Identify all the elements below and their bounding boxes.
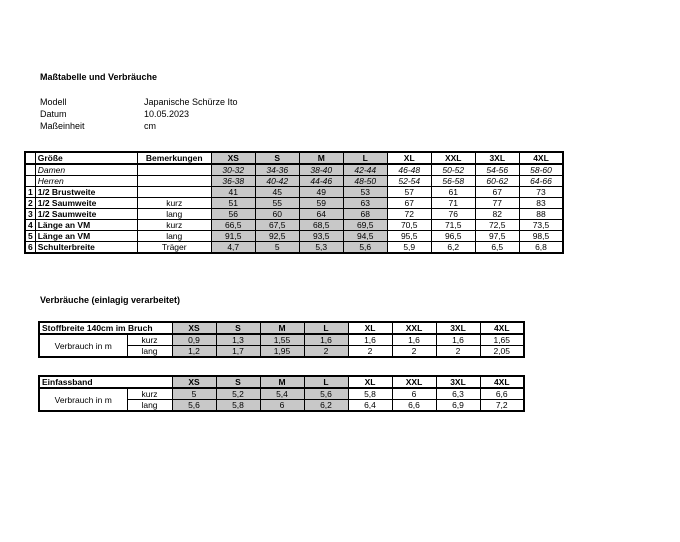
value-cell: 5 [172, 388, 216, 400]
value-cell: 54-56 [475, 164, 519, 176]
table-row [39, 334, 524, 346]
size-table [24, 151, 564, 254]
value-cell: 82 [475, 209, 519, 220]
value-cell: 0,9 [172, 334, 216, 346]
table-row [25, 242, 563, 254]
row-number [25, 164, 35, 176]
remark-cell [137, 164, 211, 176]
value-cell: 38-40 [299, 164, 343, 176]
remark-cell: lang [127, 346, 172, 358]
value-cell: 70,5 [387, 220, 431, 231]
table-row [25, 164, 563, 176]
value-cell: 60 [255, 209, 299, 220]
consumption-title-cell: Einfassband [39, 376, 172, 388]
value-cell: 5,8 [216, 400, 260, 412]
value-cell: 1,6 [348, 334, 392, 346]
value-cell: 64-66 [519, 176, 563, 187]
binding-consumption-table [38, 375, 525, 412]
value-cell: 1,6 [436, 334, 480, 346]
remark-cell: Träger [137, 242, 211, 254]
value-cell: 42-44 [343, 164, 387, 176]
remark-cell [137, 187, 211, 198]
value-cell: 93,5 [299, 231, 343, 242]
remark-cell: lang [127, 400, 172, 412]
remark-cell: kurz [137, 198, 211, 209]
size-column-header: XL [348, 376, 392, 388]
size-column-header: L [304, 376, 348, 388]
value-cell: 66,5 [211, 220, 255, 231]
value-cell: 56 [211, 209, 255, 220]
value-cell: 55 [255, 198, 299, 209]
value-cell: 1,6 [304, 334, 348, 346]
meta-row [40, 108, 238, 120]
value-cell: 72 [387, 209, 431, 220]
model-meta [40, 96, 238, 132]
measurement-label: Länge an VM [35, 220, 137, 231]
value-cell: 68,5 [299, 220, 343, 231]
value-cell: 2 [348, 346, 392, 358]
consumption-title-cell: Stoffbreite 140cm im Bruch [39, 322, 172, 334]
meta-value: Japanische Schürze Ito [144, 97, 238, 107]
value-cell: 5,2 [216, 388, 260, 400]
size-column-header: 4XL [480, 376, 524, 388]
table-row [39, 388, 524, 400]
value-cell: 1,2 [172, 346, 216, 358]
value-cell: 61 [431, 187, 475, 198]
remark-cell: kurz [137, 220, 211, 231]
meta-label: Maßeinheit [40, 121, 85, 131]
value-cell: 1,95 [260, 346, 304, 358]
size-column-header: XXL [392, 322, 436, 334]
size-column-header: S [216, 322, 260, 334]
size-column-header: 4XL [519, 152, 563, 164]
value-cell: 6 [392, 388, 436, 400]
table-row [25, 198, 563, 209]
consumption-label: Verbrauch in m [39, 388, 127, 411]
size-header: Größe [35, 152, 137, 164]
size-column-header: 3XL [436, 322, 480, 334]
row-number: 1 [25, 187, 35, 198]
size-column-header: M [260, 376, 304, 388]
value-cell: 46-48 [387, 164, 431, 176]
value-cell: 5,3 [299, 242, 343, 254]
value-cell: 2 [436, 346, 480, 358]
row-number-header [25, 152, 35, 164]
value-cell: 91,5 [211, 231, 255, 242]
remark-cell: lang [137, 231, 211, 242]
value-cell: 92,5 [255, 231, 299, 242]
measurement-label: 1/2 Saumweite [35, 209, 137, 220]
value-cell: 68 [343, 209, 387, 220]
value-cell: 71,5 [431, 220, 475, 231]
value-cell: 4,7 [211, 242, 255, 254]
value-cell: 2,05 [480, 346, 524, 358]
size-column-header: XXL [392, 376, 436, 388]
row-number [25, 176, 35, 187]
value-cell: 34-36 [255, 164, 299, 176]
header-row [39, 376, 524, 388]
meta-label: Datum [40, 109, 67, 119]
value-cell: 96,5 [431, 231, 475, 242]
page-title: Maßtabelle und Verbräuche [40, 72, 158, 82]
value-cell: 53 [343, 187, 387, 198]
value-cell: 5,9 [387, 242, 431, 254]
value-cell: 98,5 [519, 231, 563, 242]
measurement-label: 1/2 Saumweite [35, 198, 137, 209]
remark-cell: kurz [127, 334, 172, 346]
value-cell: 5 [255, 242, 299, 254]
value-cell: 49 [299, 187, 343, 198]
value-cell: 2 [392, 346, 436, 358]
value-cell: 1,55 [260, 334, 304, 346]
value-cell: 58-60 [519, 164, 563, 176]
value-cell: 6,3 [436, 388, 480, 400]
consumption-title: Verbräuche (einlagig verarbeitet) [40, 295, 181, 305]
value-cell: 6 [260, 400, 304, 412]
value-cell: 5,6 [304, 388, 348, 400]
measurement-label: Herren [35, 176, 137, 187]
row-number: 3 [25, 209, 35, 220]
size-column-header: XS [172, 376, 216, 388]
value-cell: 5,4 [260, 388, 304, 400]
value-cell: 6,4 [348, 400, 392, 412]
value-cell: 41 [211, 187, 255, 198]
value-cell: 50-52 [431, 164, 475, 176]
value-cell: 1,3 [216, 334, 260, 346]
table-row [25, 176, 563, 187]
value-cell: 5,6 [343, 242, 387, 254]
size-column-header: 3XL [436, 376, 480, 388]
size-column-header: XS [211, 152, 255, 164]
value-cell: 6,5 [475, 242, 519, 254]
measurement-label: Damen [35, 164, 137, 176]
value-cell: 88 [519, 209, 563, 220]
value-cell: 1,6 [392, 334, 436, 346]
meta-row [40, 96, 238, 108]
value-cell: 69,5 [343, 220, 387, 231]
meta-value: 10.05.2023 [144, 109, 190, 119]
table-row [25, 231, 563, 242]
table-row [25, 187, 563, 198]
value-cell: 94,5 [343, 231, 387, 242]
value-cell: 7,2 [480, 400, 524, 412]
value-cell: 73,5 [519, 220, 563, 231]
meta-value: cm [144, 121, 156, 131]
size-column-header: 3XL [475, 152, 519, 164]
value-cell: 30-32 [211, 164, 255, 176]
remark-cell [137, 176, 211, 187]
remark-cell: lang [137, 209, 211, 220]
value-cell: 72,5 [475, 220, 519, 231]
value-cell: 76 [431, 209, 475, 220]
value-cell: 97,5 [475, 231, 519, 242]
table-row [25, 220, 563, 231]
row-number: 2 [25, 198, 35, 209]
row-number: 6 [25, 242, 35, 254]
meta-row [40, 120, 238, 132]
value-cell: 83 [519, 198, 563, 209]
value-cell: 51 [211, 198, 255, 209]
value-cell: 1,7 [216, 346, 260, 358]
size-column-header: S [216, 376, 260, 388]
size-column-header: 4XL [480, 322, 524, 334]
value-cell: 63 [343, 198, 387, 209]
value-cell: 73 [519, 187, 563, 198]
consumption-label: Verbrauch in m [39, 334, 127, 357]
row-number: 4 [25, 220, 35, 231]
value-cell: 6,6 [480, 388, 524, 400]
value-cell: 95,5 [387, 231, 431, 242]
table-row [25, 209, 563, 220]
value-cell: 67 [475, 187, 519, 198]
value-cell: 67 [387, 198, 431, 209]
value-cell: 45 [255, 187, 299, 198]
value-cell: 71 [431, 198, 475, 209]
measurement-label: Länge an VM [35, 231, 137, 242]
header-row [39, 322, 524, 334]
size-column-header: L [343, 152, 387, 164]
value-cell: 56-58 [431, 176, 475, 187]
size-column-header: M [260, 322, 304, 334]
value-cell: 2 [304, 346, 348, 358]
size-column-header: XXL [431, 152, 475, 164]
value-cell: 6,8 [519, 242, 563, 254]
value-cell: 60-62 [475, 176, 519, 187]
size-column-header: XS [172, 322, 216, 334]
size-column-header: XL [348, 322, 392, 334]
measurement-label: 1/2 Brustweite [35, 187, 137, 198]
value-cell: 44-46 [299, 176, 343, 187]
value-cell: 6,9 [436, 400, 480, 412]
value-cell: 40-42 [255, 176, 299, 187]
value-cell: 64 [299, 209, 343, 220]
remark-cell: kurz [127, 388, 172, 400]
value-cell: 77 [475, 198, 519, 209]
value-cell: 6,2 [431, 242, 475, 254]
value-cell: 5,6 [172, 400, 216, 412]
value-cell: 52-54 [387, 176, 431, 187]
fabric-consumption-table [38, 321, 525, 358]
value-cell: 36-38 [211, 176, 255, 187]
value-cell: 57 [387, 187, 431, 198]
value-cell: 6,2 [304, 400, 348, 412]
size-column-header: S [255, 152, 299, 164]
value-cell: 6,6 [392, 400, 436, 412]
size-column-header: XL [387, 152, 431, 164]
value-cell: 48-50 [343, 176, 387, 187]
meta-label: Modell [40, 97, 67, 107]
value-cell: 5,8 [348, 388, 392, 400]
header-row [25, 152, 563, 164]
size-column-header: L [304, 322, 348, 334]
row-number: 5 [25, 231, 35, 242]
measurement-label: Schulterbreite [35, 242, 137, 254]
size-column-header: M [299, 152, 343, 164]
value-cell: 59 [299, 198, 343, 209]
value-cell: 67,5 [255, 220, 299, 231]
value-cell: 1,65 [480, 334, 524, 346]
remarks-header: Bemerkungen [137, 152, 211, 164]
